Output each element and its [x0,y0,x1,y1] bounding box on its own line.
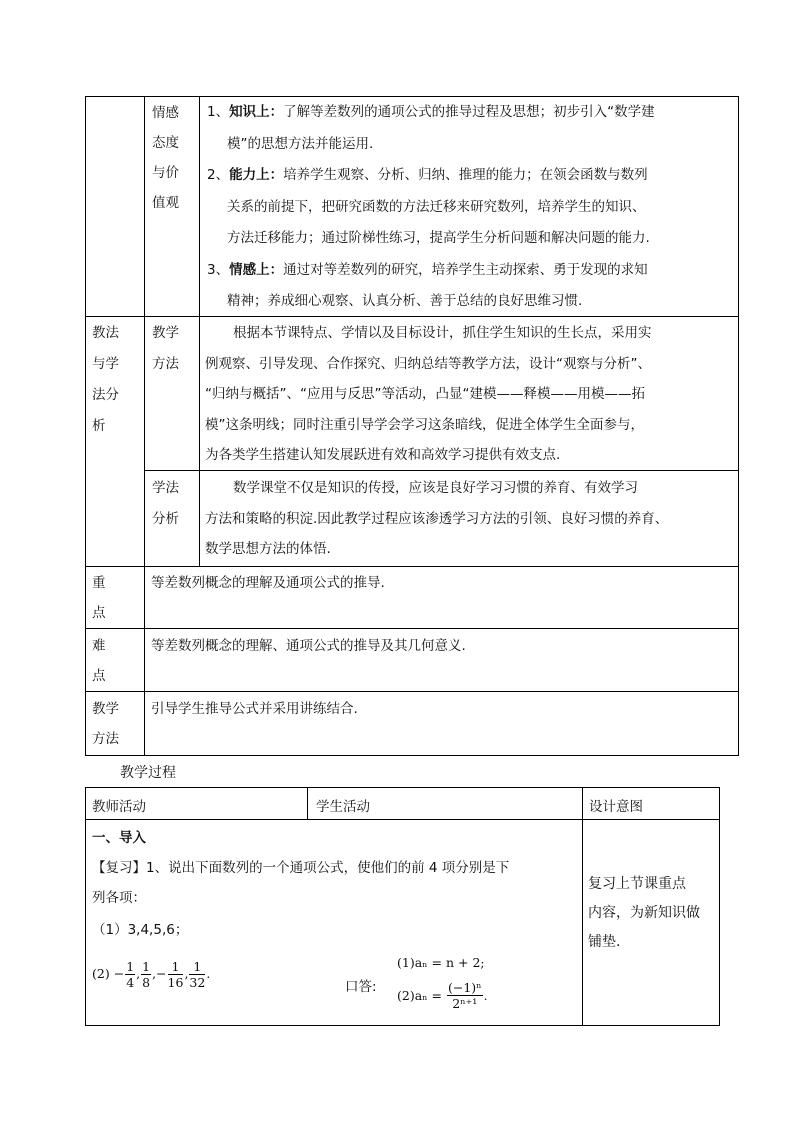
emotion-content [207,97,737,318]
answer-2: (2)aₙ = $\frac{\text{(−1)ⁿ}}{\text{2ⁿ⁺¹}}$ . [397,980,488,1011]
header-design-intent: 设计意图 [589,799,643,815]
sequence-2: (2) − $\frac{1}{4}$ , $\frac{1}{8}$ ,− $\frac{1}{16}$ , $\frac{1}{32}$ . [92,959,211,990]
teaching-method-label: 教学 方法 [152,325,179,372]
fraction: $\frac{\text{(−1)ⁿ}}{\text{2ⁿ⁺¹}}$ [448,980,482,1011]
answer-1: (1)aₙ = n + 2; [397,955,485,970]
section-title-intro: 一、导入 [92,830,146,846]
learning-method-content: 数学课堂不仅是知识的传授，应该是良好学习习惯的养育、有效学习 方法和策略的积淀.因此教学过程应该渗透学习方法的引领、良好习惯的养育、 数学思想方法的体悟. [205,480,669,557]
review-text: 【复习】1、说出下面数列的一个通项公式，使他们的前 4 项分别是下 列各项： [92,860,510,906]
objective-item-emotion: 3、情感上：通过对等差数列的研究，培养学生主动探索、勇于发现的求知 精神；养成细心观察、认真分析、善于总结的良好思维习惯. [207,261,648,309]
key-point-label: 重 点 [92,575,106,621]
learning-method-label: 学法 分析 [152,480,179,527]
process-title: 教学过程 [120,765,176,781]
review-tag: 【复习】 [92,860,146,876]
fraction: $\frac{1}{4}$ [126,959,135,990]
fraction: $\frac{1}{16}$ [167,959,184,990]
method-analysis-label: 教法 与学 法分 析 [92,325,119,434]
teaching-approach-content: 引导学生推导公式并采用讲练结合. [151,701,358,717]
design-intent-text: 复习上节课重点 内容，为新知识做 铺垫. [588,876,700,950]
emotion-label: 情感 态度 与价 值观 [152,105,179,211]
header-teacher-activity: 教师活动 [92,799,146,815]
fraction: $\frac{1}{8}$ [142,959,151,990]
key-point-content: 等差数列概念的理解及通项公式的推导. [151,575,385,591]
answer-label: 口答: [345,979,377,995]
objective-item-knowledge: 1、知识上：了解等差数列的通项公式的推导过程及思想；初步引入“数学建 模”的思想方法并能运用. [207,104,655,152]
teaching-approach-label: 教学 方法 [92,701,119,747]
fraction: $\frac{1}{32}$ [189,959,206,990]
difficulty-label: 难 点 [92,638,106,684]
sequence-1: （1）3,4,5,6； [92,922,189,938]
difficulty-content: 等差数列概念的理解、通项公式的推导及其几何意义. [151,638,466,654]
objective-item-ability: 2、能力上：培养学生观察、分析、归纳、推理的能力；在领会函数与数列 关系的前提下，把研究函数的方法迁移来研究数列，培养学生的知识、 方法迁移能力；通过阶梯性练习，提高学生分析问题和解决问题的能力. [207,167,650,246]
header-student-activity: 学生活动 [316,799,370,815]
teaching-method-content: 根据本节课特点、学情以及目标设计，抓住学生知识的生长点，采用实 例观察、引导发现、合作探究、归纳总结等教学方法，设计“观察与分析”、 “归纳与概括”、“应用与反思”等活动，凸显“建模——释模——用模——拓 模”这条明线；同时注重引导学会学习这条暗线，促进全体学生全面参与， 为各类学生搭建认知发展跃进有效和高效学习提供有效支点. [205,325,652,463]
